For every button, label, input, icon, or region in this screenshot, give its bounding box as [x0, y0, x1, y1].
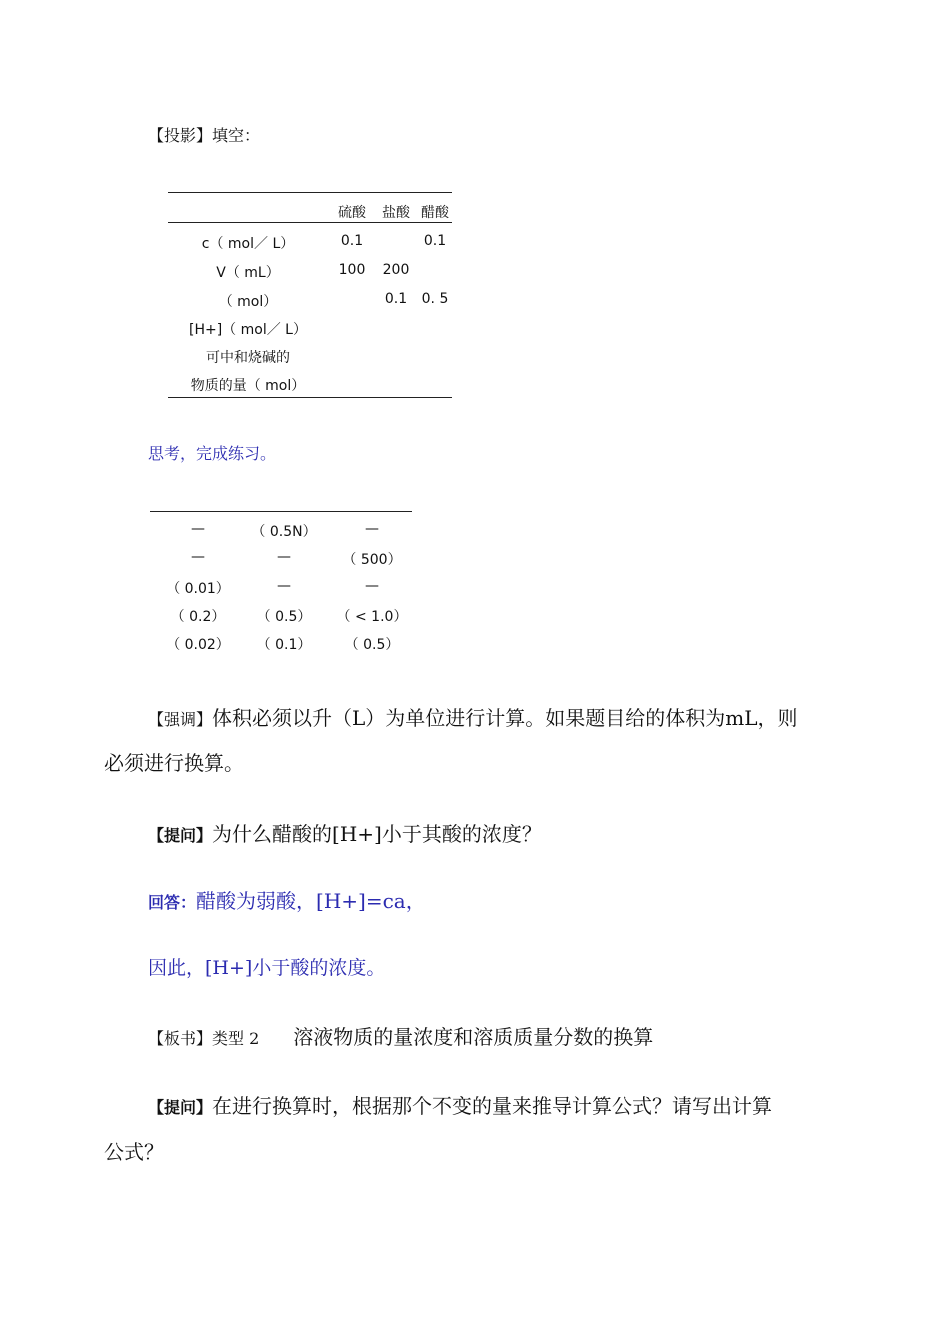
table-row — [168, 233, 452, 259]
table-row — [150, 634, 412, 660]
table1-cell: [H+]（ mol／ L） — [189, 322, 307, 338]
table-row — [150, 606, 412, 632]
table1-cell: 可中和烧碱的 — [206, 350, 290, 366]
table1-header-cell: 盐酸 — [382, 205, 410, 221]
answer-line2: 因此，[H+]小于酸的浓度。 — [148, 957, 386, 979]
question2-text: 在进行换算时，根据那个不变的量来推导计算公式？请写出计算 — [212, 1094, 773, 1118]
table1-cell: 0.1 — [384, 291, 408, 307]
question1-line — [148, 818, 542, 847]
table-row — [168, 262, 452, 288]
question2-line2: 公式？ — [104, 1140, 164, 1164]
table2-cell: （ 0.5） — [344, 637, 400, 653]
table1-cell: 100 — [338, 262, 366, 278]
table-row — [150, 578, 412, 604]
board-text: 溶液物质的量浓度和溶质质量分数的换算 — [293, 1025, 654, 1049]
table1-header-cell: 醋酸 — [421, 205, 449, 221]
projection-line — [148, 123, 260, 146]
answer-tag: 回答： — [148, 893, 197, 912]
table1-cell: c（ mol／ L） — [201, 236, 295, 252]
table1-cell: V（ mL） — [216, 265, 280, 281]
table2-cell: — — [365, 578, 379, 594]
table2-cell: （ 0.5N） — [251, 524, 317, 540]
table2-cell: （ 0.1） — [256, 637, 312, 653]
table2-cell: — — [191, 521, 205, 537]
table-row — [150, 521, 412, 547]
table1-cell: 0. 5 — [421, 291, 449, 307]
emphasis-tag: 【强调】 — [148, 710, 213, 729]
table1-top-rule — [168, 192, 452, 193]
emphasis-line1 — [148, 702, 798, 731]
table1-cell: 200 — [382, 262, 410, 278]
emphasis-line2: 必须进行换算。 — [104, 751, 244, 775]
table2-top-rule — [150, 511, 412, 512]
table1-cell: 0.1 — [423, 233, 447, 249]
table-row — [168, 291, 452, 317]
question2-line1 — [148, 1090, 772, 1119]
table-row — [150, 549, 412, 575]
table2-cell: — — [277, 549, 291, 565]
emphasis-text: 体积必须以升（L）为单位进行计算。如果题目给的体积为mL，则 — [212, 706, 798, 730]
question2-tag: 【提问】 — [148, 1098, 213, 1117]
table2-cell: （ < 1.0） — [336, 609, 408, 625]
question1-tag: 【提问】 — [148, 826, 213, 845]
question1-text: 为什么醋酸的[H+]小于其酸的浓度？ — [212, 822, 542, 846]
board-type: 类型 2 — [212, 1029, 260, 1048]
table2-cell: （ 500） — [342, 552, 402, 568]
table2-cell: （ 0.2） — [170, 609, 226, 625]
table1-header-row — [168, 202, 452, 228]
table1-header-cell: 硫酸 — [338, 205, 366, 221]
table1-cell: 0.1 — [340, 233, 364, 249]
projection-text: 填空： — [212, 126, 261, 145]
table2-cell: （ 0.02） — [166, 637, 230, 653]
table2-cell: — — [277, 578, 291, 594]
projection-tag: 【投影】 — [148, 126, 213, 145]
table2-cell: — — [365, 521, 379, 537]
table-row — [168, 347, 452, 373]
table2-cell: （ 0.5） — [256, 609, 312, 625]
table-row — [168, 319, 452, 345]
table1-cell: （ mol） — [218, 294, 278, 310]
table1-cell: 物质的量（ mol） — [190, 378, 306, 394]
board-tag: 【板书】 — [148, 1029, 213, 1048]
think-line: 思考，完成练习。 — [148, 444, 277, 463]
table2-cell: （ 0.01） — [166, 581, 230, 597]
board-line — [148, 1021, 653, 1050]
answer-text: 醋酸为弱酸，[H+]=ca， — [196, 889, 426, 913]
table-row — [168, 375, 452, 401]
answer-line — [148, 885, 426, 914]
table2-cell: — — [191, 549, 205, 565]
